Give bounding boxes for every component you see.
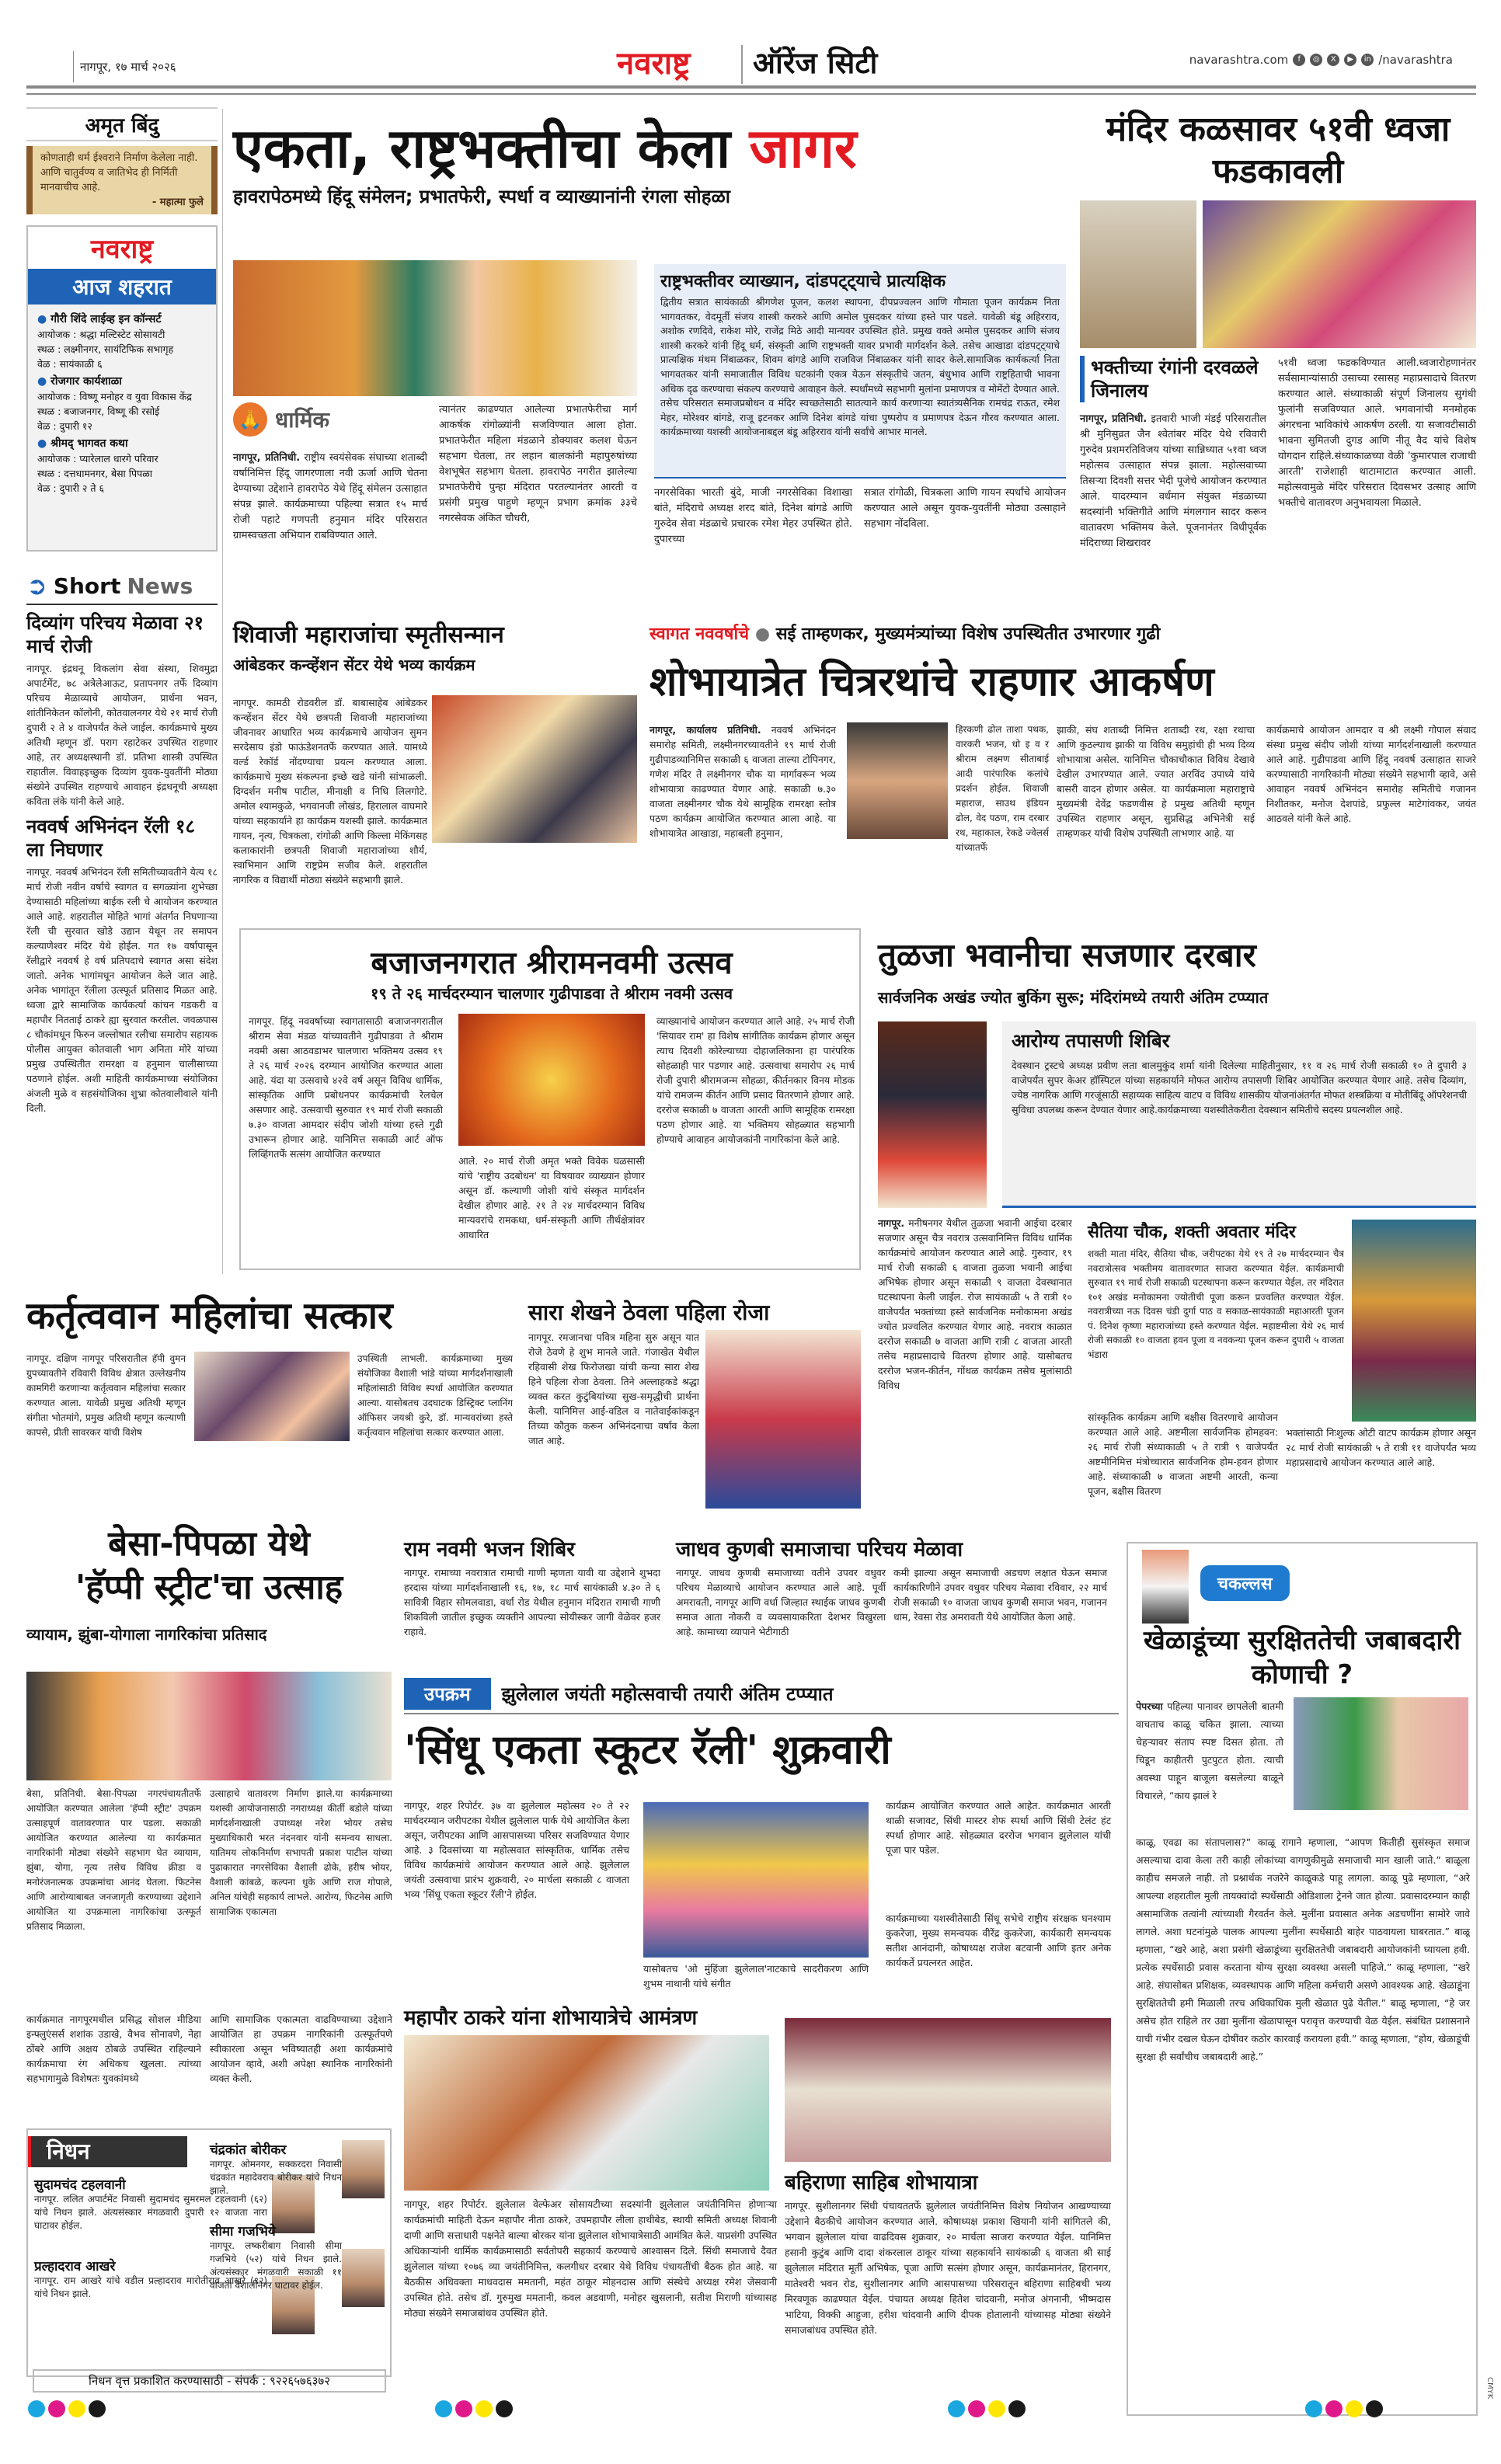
lead-inset-box xyxy=(654,264,1066,479)
aaj-title: आज शहरात xyxy=(28,269,216,305)
masthead-rule xyxy=(26,85,1476,89)
linkedin-icon[interactable]: in xyxy=(1361,54,1374,66)
upakram-tag: उपक्रम xyxy=(404,1678,491,1710)
obituary-portrait xyxy=(342,2140,385,2198)
lead-story xyxy=(233,117,1057,209)
cmyk-registration-mark xyxy=(1305,2400,1383,2417)
aaj-event xyxy=(37,374,207,433)
gudi-tag: स्वागत नववर्षाचे xyxy=(650,625,750,644)
gudi-body-col1 xyxy=(650,722,836,840)
gudi-kicker-row xyxy=(650,621,1481,645)
sara-shaikh-photo xyxy=(705,1330,861,1509)
amrut-title: अमृत बिंदु xyxy=(26,107,218,141)
amrut-bindu-box xyxy=(26,107,218,208)
event-name-text: गौरी शिंदे लाईव्ह इन कॉन्सर्ट xyxy=(50,313,162,325)
chakalas-intro xyxy=(1136,1697,1283,1804)
women-headline: कर्तृत्ववान महिलांचा सत्कार xyxy=(26,1294,393,1338)
tulja-subhead: सार्वजनिक अखंड ज्योत बुकिंग सुरू; मंदिरांमध्ये तयारी अंतिम टप्प्यात xyxy=(878,988,1269,1007)
amrut-quote: कोणताही धर्म ईश्वराने निर्माण केलेला नाही. आणि चातुर्वण्य व जातिभेद ही निर्मिती मानवाचीच आहे. xyxy=(40,152,198,193)
lead-body-col2: त्यानंतर काढण्यात आलेल्या प्रभातफेरीचा मार्ग आकर्षक रांगोळ्यांनी सजविण्यात आला होता. प्रभातफेरीत महिला मंडळाने डोक्यावर कलश घेऊन सहभाग घेतला, तर लहान बालकांनी महापुरुषांच्या वेशभूषेत सहभाग घेतला. हावरापेठ नगरीत झालेल्या प्रभातफेरीचे पुन्हा मंदिरात परतल्यानंतर आरती व प्रसंगी प्रमुख पाहुणे म्हणून प्रभाग क्रमांक ३३चे नगरसेवक अंकित चौधरी, xyxy=(439,404,637,524)
event-place: स्थळ : दत्तधामनगर, बेसा पिपळा xyxy=(37,468,152,479)
temple-subhead: भक्तीच्या रंगांनी दरवळले जिनालय xyxy=(1080,356,1266,402)
issue-date: नागपूर, १७ मार्च २०२६ xyxy=(73,51,176,82)
event-name xyxy=(37,312,207,327)
short-news-title-a: Short xyxy=(53,572,121,599)
chakalas-headline: खेळाडूंच्या सुरक्षिततेची जबाबदारी कोणाची ? xyxy=(1144,1625,1461,1690)
chakalas-body: काळू, एवढा का संतापलास?” काळू रागाने म्हणाला, “आपण कितीही सुसंस्कृत समाज असल्याचा दावा केला तरी काही लोकांच्या वागणुकीमुळे समाजाची मान खाली जाते.” बाळूला काहीच समजले नाही. तो प्रश्नार्थक नजरेने काळूकडे पाहू लागला. काळू पुढे म्हणाला, “अरे आपल्या शहरातील मुली तायक्वांदो स्पर्धेसाठी ओडिशाला ट्रेनने जात होत्या. प्रवासादरम्यान काही असामाजिक तत्वांनी त्यांच्याशी गैरवर्तन केले. मुलींना प्रवासात अनेक अडचणींना सामोरे जावे लागले. अशा घटनांमुळे पालक आपल्या मुलींना स्पर्धेसाठी बाहेर पाठवायला घाबरतात.” बाळू म्हणाला, “खरे आहे, अशा प्रसंगी खेळाडूंच्या सुरक्षिततेची जबाबदारी आयोजकांनी घ्यायला हवी. प्रत्येक स्पर्धेसाठी प्रवास करताना योग्य सुरक्षा व्यवस्था असली पाहिजे.” काळू म्हणाला, “खरे आहे. संघासोबत प्रशिक्षक, व्यवस्थापक आणि महिला कर्मचारी असणे आवश्यक आहे. खेळाडूंना सुरक्षिततेची हमी मिळाली तरच अधिकाधिक मुली खेळात पुढे येतील.” बाळू म्हणाला, “हे जर असेच होत राहिले तर उद्या मुलींना खेळापासून परावृत्त करण्याची वेळ येईल. संबंधित प्रशासनाने याची गंभीर दखल घेऊन दोषींवर कठोर कारवाई करायला हवी.” काळू म्हणाला, “होय, खेळाडूंची सुरक्षा ही सर्वांचीच जबाबदारी आहे.” xyxy=(1136,1836,1470,2062)
temple-body-col2: ५१वी ध्वजा फडकविण्यात आली.ध्वजारोहणानंतर सर्वसामान्यांसाठी उसाच्या रसासह महाप्रसादाचे वितरण करण्यात आले. संध्याकाळी संपूर्ण जिनालय सुगंधी फुलांनी सजविण्यात आले. भगवानांची मनमोहक अंगरचना भाविकांचे आकर्षण ठरली. या सजावटीसाठी भावना सुमितजी दुगड आणि नीतू वैद यांचे विशेष योगदान राहिले.संध्याकाळच्या वेळी 'कुमारपाल राजाची आरती' राजेशाही थाटामाटात करण्यात आली. महोत्सवामुळे मंदिर परिसरात दिवसभर उत्साह आणि भक्तीचे वातावरण अनुभवायला मिळाले. xyxy=(1278,357,1476,509)
bullet-icon: ● xyxy=(37,437,51,450)
obituary-contact: निधन वृत्त प्रकाशित करण्यासाठी - संपर्क : ९२२६५७६३७२ xyxy=(33,2369,386,2393)
bajaj-subhead: १९ ते २६ मार्चदरम्यान चालणार गुढीपाडवा ते श्रीराम नवमी उत्सव xyxy=(371,984,733,1003)
gudi-body-col2: हिरकणी ढोल ताशा पथक, वारकरी भजन, धो इ व र श्रीराम लक्ष्मण सीताबाई आदी पारंपारिक कलांचे प्रदर्शन होईल. शिवाजी महाराज, साउथ इंडियन ढोल, वेद पठण, राम दरबार रथ, महाकाल, रेकडे ज्वेलर्स यांच्यातर्फे xyxy=(956,724,1049,853)
sindhu-caption: यासोबतच 'ओ मुंहिंजा झुलेलाल'नाटकाचे सादरीकरण आणि शुभम नाथानी यांचे संगीत xyxy=(643,1963,869,1989)
event-organizer: आयोजक : विष्णू मनोहर व युवा विकास केंद्र xyxy=(37,391,192,402)
temple-dateline: नागपूर, प्रतिनिधी. xyxy=(1080,413,1148,425)
jhulelal-image xyxy=(643,1802,869,1958)
besa-headline-line2: 'हॅप्पी स्ट्रीट'चा उत्साह xyxy=(75,1568,343,1607)
event-time: वेळ : दुपारी १२ xyxy=(37,420,92,432)
sindhu-kicker: झुलेलाल जयंती महोत्सवाची तयारी अंतिम टप्प्यात xyxy=(501,1683,834,1705)
obituary-entry xyxy=(210,2222,342,2292)
tulja-headline: तुळजा भवानीचा सजणार दरबार xyxy=(878,936,1256,974)
besa-headline-line1: बेसा-पिपळा येथे xyxy=(108,1524,310,1564)
ramnavami-headline: राम नवमी भजन शिबिर xyxy=(404,1538,575,1561)
gudi-kicker: सई ताम्हणकर, मुख्यमंत्र्यांच्या विशेष उपस्थितीत उभारणार गुढी xyxy=(775,625,1161,644)
aaj-brand: नवराष्ट्र xyxy=(28,227,216,269)
instagram-icon[interactable]: ◎ xyxy=(1310,54,1322,66)
aaj-event xyxy=(37,437,207,496)
gudi-dateline: नागपूर, कार्यालय प्रतिनिधी. xyxy=(650,724,761,736)
obituary-text: नागपूर. ललित अपार्टमेंट निवासी सुदामचंद सुमरमल टहलवानी (६२) यांचे निधन झाले. अंत्यसंस्कार मंगळवारी दुपारी १२ वाजता नारा घाटावर होईल. xyxy=(34,2194,267,2231)
event-place: स्थळ : बजाजनगर, विष्णू की रसोई xyxy=(37,405,160,417)
mayor-photo xyxy=(404,2035,769,2191)
short-news-headline: दिव्यांग परिचय मेळावा २१ मार्च रोजी xyxy=(26,612,204,657)
jadhav-headline: जाधव कुणबी समाजाचा परिचय मेळावा xyxy=(676,1538,963,1561)
tulja-body1: मनीषनगर येथील तुळजा भवानी आईचा दरबार सजणार असून चैत्र नवरात्र उत्सवानिमित्त विविध धार्मिक कार्यक्रमांचे आयोजन करण्यात आले आहे. गुरुवार, १९ मार्च रोजी सकाळी ६ वाजता तुळजा भवानी आईचा अभिषेक होणार असून सकाळी ९ वाजता देवस्थानात घटस्थापना केली जाईल. रोज सायंकाळी ५ ते रात्री १० वाजेपर्यंत भक्तांच्या हस्ते सार्वजनिक मनोकामना अखंड ज्योत प्रज्वलित करण्यात येणार आहे. नवरात्र काळात दररोज सकाळी ७ वाजता आणि रात्री ८ वाजता आरती तसेच महाप्रसादाचे वितरण होणार आहे. यासोबतच दररोज भजन-कीर्तन, गोंधळ कार्यक्रम तसेच मुलांसाठी विविध xyxy=(878,1217,1072,1391)
dharmik-tag xyxy=(233,402,420,437)
masthead-rule xyxy=(26,93,1476,95)
bajaj-headline: बजाजनगरात श्रीरामनवमी उत्सव xyxy=(371,945,733,981)
bullet-icon: ● xyxy=(37,313,51,325)
tulja-dateline: नागपूर. xyxy=(878,1217,905,1229)
sai-tamhankar-photo xyxy=(847,722,948,839)
short-news xyxy=(26,571,218,1115)
event-time: वेळ : सायंकाळी ६ xyxy=(37,358,103,370)
tulja-idol-photo xyxy=(878,1021,987,1208)
behrana-body: नागपूर. सुशीलानगर सिंधी पंचायततर्फे झुलेलाल जयंतीनिमित्त विशेष नियोजन आखण्याच्या उद्देशाने बैठकीचे आयोजन करण्यात आले. कोषाध्यक्ष प्रकाश खियानी यांनी सांगितले की, भगवान झुलेलाल यांचा वाढदिवस शुक्रवार, २० मार्चला साजरा करण्यात येईल. यानिमित्त हसानी कुटुंब आणि दादा शंकरलाल ठाकूर यांच्या सहकार्याने सायंकाळी ६ वाजता श्री साई झुलेलाल मंदिरात मूर्ती अभिषेक, पूजा आणि सत्संग होणार असून, कार्यक्रमानंतर, हिरानगर, मातेश्वरी भवन रोड, सुशीलानगर आणि आसपासच्या परिसरातून बहिराणा साहिबची भव्य मिरवणूक काढण्यात येईल. पंचायत अध्यक्ष हितेश चांदवानी, मनोज अंगनानी, भीष्मदास भाटिया, विक्की आहुजा, हरीश चांदवानी आणि दीपक होतालानी यांच्यासह मोठ्या संख्येने समाजबांधव उपस्थित होते. xyxy=(785,2200,1111,2336)
bajaj-body-col3: व्याख्यानांचे आयोजन करण्यात आले आहे. २५ मार्च रोजी 'सियावर राम' हा विशेष सांगीतिक कार्यक्रम होणार असून त्याच दिवशी कोरेल्याच्या दोहाजलिकाना हा पारंपरिक सोहळाही पार पडणार आहे. उत्सवाचा समारोप २६ मार्च रोजी दुपारी श्रीरामजन्म सोहळा, कीर्तनकार विनय मोडक यांचे रामजन्म कीर्तन आणि प्रसाद वितरणाने होणार आहे. दररोज सकाळी ७ वाजता आरती आणि सामूहिक रामरक्षा पठण होणार आहे. या भक्तिमय सोहळ्यात सहभागी होण्याचे आवाहन आयोजकांनी नागरिकांना केले आहे. xyxy=(656,1015,855,1145)
obituary-entry xyxy=(210,2140,342,2198)
masthead-divider xyxy=(741,45,743,84)
wrestler-illustration xyxy=(1142,1550,1189,1624)
cmyk-registration-mark xyxy=(435,2400,513,2417)
women-body-col2: उपस्थिती लाभली. कार्यक्रमाच्या मुख्य संयोजिका वैशाली भांडे यांच्या मार्गदर्शनाखाली महिलांसाठी विविध स्पर्धा आयोजित करण्यात आल्या. यासोबतच उदघाटक डिस्ट्रिक्ट प्लानिंग ऑफिसर जयश्री कुरे, डॉ. मान्यवरांच्या हस्ते कर्तृत्ववान महिलांचा सत्कार करण्यात आला. xyxy=(357,1353,513,1438)
roza-headline: सारा शेखने ठेवला पहिला रोजा xyxy=(528,1300,770,1325)
bajaj-body-col1: नागपूर. हिंदू नववर्षाच्या स्वागतासाठी बजाजनगरातील श्रीराम सेवा मंडळ यांच्यावतीने गुढीपाडवा ते श्रीराम नवमी असा आठवडाभर चालणारा भक्तिमय उत्सव १९ ते २६ मार्च २०२६ दरम्यान आयोजित करण्यात आला आहे. यंदा या उत्सवाचे ४२वे वर्ष असून विविध धार्मिक, सांस्कृतिक आणि प्रबोधनपर कार्यक्रमांची रेलचेल असणार आहे. उत्सवाची सुरुवात १९ मार्च रोजी सकाळी ७.३० वाजता आमदार संदीप जोशी यांच्या हस्ते गुढी उभारून होणार आहे. यानिमित्त सकाळी आर्ट ऑफ लिव्हिंगतर्फे सत्संग आयोजित करण्यात xyxy=(249,1015,443,1160)
sindhu-body-col1: नागपूर, शहर रिपोर्टर. ३७ वा झुलेलाल महोत्सव २० ते २२ मार्चदरम्यान जरीपटका येथील झुलेलाल पार्क येथे आयोजित केला असून, जरीपटका आणि आसपासच्या परिसर सजविण्यात येणार आहे. ३ दिवसांच्या या महोत्सवात सांस्कृतिक, धार्मिक तसेच विविध कार्यक्रमांचे आयोजन करण्यात आले आहे. झुलेलाल जयंती उत्सवाचा प्रारंभ शुक्रवारी, २० मार्चला सकाळी ८ वाजता भव्य 'सिंधू एकता स्कूटर रॅली'ने होईल. xyxy=(404,1800,629,1900)
besa-subhead: व्यायाम, झुंबा-योगाला नागरिकांचा प्रतिसाद xyxy=(26,1625,267,1644)
jadhav-body-col2: कमी झाल्या असून समाजाची अडचण लक्षात घेऊन समाज कार्यकारिणीने उपवर वधुवर परिचय मेळावा रविवार, २२ मार्च रोजी सकाळी १० वाजता जाधव कुणबी समाज भवन, गजानन धाम, रेवसा रोड अमरावती येथे आयोजित केला आहे. xyxy=(893,1567,1107,1623)
roza-body: नागपूर. रमजानचा पवित्र महिना सुरु असून यात रोजे ठेवणे हे शुभ मानले जाते. गंजाखेत येथील रहिवासी शेख फिरोजखा यांची कन्या सारा शेख हिने पहिला रोजा ठेवला. तिने अल्लाहकडे श्रद्धा व्यक्त करत कुटुंबियांच्या सुख-समृद्धीची प्रार्थना केली. यानिमित्त आई-वडिल व नातेवाईकांकडून तिच्या कौतुक करून अभिनंदनाचा वर्षाव केला जात आहे. xyxy=(528,1331,699,1446)
short-news-header xyxy=(26,571,218,605)
behrana-headline: बहिराणा साहिब शोभायात्रा xyxy=(785,2171,978,2194)
event-name-text: श्रीमद् भागवत कथा xyxy=(50,437,128,450)
cmyk-side-mark: CMYK xyxy=(1485,2377,1494,2400)
bajaj-body-col2: आले. २० मार्च रोजी अमृत भक्ते विवेक घळसासी यांचे 'राष्ट्रीय उदबोधन' या विषयावर व्याख्यान होणार असून डॉ. कल्याणी जोशी यांचे संस्कृत मार्गदर्शन देखील होणार आहे. २१ ते २४ मार्चदरम्यान विविध मान्यवरांचे रामकथा, धर्म-संस्कृती आणि तीर्थक्षेत्रांवर आधारित xyxy=(458,1155,645,1241)
bullet-icon: ● xyxy=(37,375,51,388)
lead-headline xyxy=(233,117,1057,180)
aaj-shahrat-box xyxy=(26,225,218,552)
temple-photo-1 xyxy=(1080,200,1196,348)
inset-title: राष्ट्रभक्तीवर व्याख्यान, दांडपट्ट्याचे प्रात्यक्षिक xyxy=(660,272,946,291)
aaj-event-list xyxy=(28,305,216,506)
shivaji-subhead: आंबेडकर कन्व्हेंशन सेंटर येथे भव्य कार्यक्रम xyxy=(233,656,475,674)
sindhu-kicker-row xyxy=(404,1678,1119,1714)
besa-body-col4: आणि सामाजिक एकात्मता वाढविण्याच्या उद्देशाने आयोजित हा उपक्रम नागरिकांनी उत्स्फूर्तपणे स्वीकारला असून भविष्यातही अशा कार्यक्रमांचे आयोजन व्हावे, अशी अपेक्षा स्थानिक नागरिकांनी व्यक्त केली. xyxy=(210,2013,392,2084)
temple-headline: मंदिर कळसावर ५१वी ध्वजा फडकावली xyxy=(1106,110,1451,191)
youtube-icon[interactable]: ▶ xyxy=(1344,54,1356,66)
lead-body1: राष्ट्रीय स्वयंसेवक संघाच्या शताब्दी वर्षानिमित्त हिंदू जागरणाला नवी ऊर्जा आणि चेतना देण्याच्या उद्देशाने हावरापेठ येथे हिंदू संमेलन उत्साहात संपन्न झाले. कार्यक्रमाच्या पहिल्या सत्रात १५ मार्च रोजी पहाटे गणपती हनुमान मंदिर परिसरात ग्रामस्वच्छता अभियान राबविण्यात आले. xyxy=(233,452,428,541)
short-news-body: नागपूर. नववर्ष अभिनंदन रॅली समितीच्यावतीने येत्य १८ मार्च रोजी नवीन वर्षाचे स्वागत व सगळ्यांना शुभेच्छा देण्यासाठी महिलांच्या बाईक रली चे आयोजन करण्यात आले आहे. शहरातील मोहिते भागां अंतर्गत निघणाऱ्या रॅली ची सुरवात खोडे उद्यान येथून तर समापन कल्याणेश्वर मंदिर येथे होईल. गत १७ वर्षापासून रॅलीद्वारे नववर्ष हे वर्ष प्रतिपदाचे स्वागत असा संदेश जातो. अनेक भागांमधून आयोजन केले जात आहे. अनेक भागांतून रॅलीला उत्स्फूर्त प्रतिसाद मिळत आहे. ध्वजा द्वारे सामाजिक कार्यकर्त्या कांचन गडकरी व महापौर नितताई ठाकरे ह्या सुरवात करतील. जवळपास ८ चौकांमधून फिरुन जल्लोषात रलीचा समारोप सहायक पोलीस आयुक्त कोतवाली भाग अनिता मोरे यांच्या प्रमुख उपस्थितीत रामरक्षा व हनुमान चालीसाच्या पठणाने होईल. अशी माहिती कार्यक्रमाच्या संयोजिका अंजली मुळे व सहसंयोजिका शुभ्रा कोतवालीवाले यांनी दिली. xyxy=(26,866,218,1114)
event-time: वेळ : दुपारी २ ते ६ xyxy=(37,482,104,494)
obituary-text: नागपूर. राम आखरे यांचे वडील प्रल्हादराव मारोतीराव आखरे (९२) यांचे निधन झाले. xyxy=(34,2275,267,2299)
brand-logo: नवराष्ट्र xyxy=(617,45,691,82)
aaj-event xyxy=(37,312,207,371)
goddess-photo xyxy=(1352,1220,1476,1422)
short-news-title-b: News xyxy=(127,572,193,599)
short-news-list xyxy=(26,611,218,1115)
besa-body-col3: कार्यक्रमात नागपूरमधील प्रसिद्ध सोशल मीडिया इन्फ्लुएंसर्स शशांक उडाखे, वैभव सोनावणे, नेहा ठोंबरे आणि अक्षय ठोबळे उपस्थित राहिल्याने कार्यक्रमाचा रंग अधिकच खुलला. त्यांच्या सहभागामुळे विशेषतः युवकांमध्ये xyxy=(26,2013,201,2084)
lead-body-col4: सत्रात रांगोळी, चित्रकला आणि गायन स्पर्धांचे आयोजन करण्यात आले असून युवक-युवतींनी मोठ्या उत्साहाने सहभाग नोंदविला. xyxy=(864,487,1066,530)
obituary-name: सीमा गजभिये xyxy=(210,2224,276,2240)
sindhu-body-col3: कार्यक्रमाच्या यशस्वीतेसाठी सिंधू सभेचे राष्ट्रीय संरक्षक घनश्याम कुकरेजा, मुख्य समन्वयक वीरेंद्र कुकरेजा, कार्यकारी समन्वयक सतीश आनंदानी, कोषाध्यक्ष राजेश बटवानी आणि इतर अनेक कार्यकर्ते प्रयत्नरत आहेत. xyxy=(886,1912,1111,1968)
lead-body-col1 xyxy=(233,451,427,544)
tulja-body-col1 xyxy=(878,1216,1072,1464)
mayor-body: नागपूर, शहर रिपोर्टर. झुलेलाल वेल्फेअर सोसायटीच्या सदस्यांनी झुलेलाल जयंतीनिमित्त होणाऱ्या कार्यक्रमांची माहिती देऊन महापौर नीता ठाकरे, उपमहापौर लीला हाथीबेड, स्थायी समिती अध्यक्ष शिवानी दाणी आणि सत्ताधारी पक्षनेते बाल्या बोरकर यांना झुलेलाल शोभायात्रेसाठी आमंत्रित केले. याप्रसंगी उपस्थित अधिकाऱ्यांनी धार्मिक कार्यक्रमासाठी सर्वतोपरी सहकार्य करण्याचे आश्वासन दिले. सिंधी समाजाचे दैवत झुलेलाल यांच्या १०७६ व्या जयंतीनिमित्त, कलगीधर दरबार येथे विविध पंचायतींची बैठक होत आहे. या बैठकीस अधिवक्ता माधवदास ममतानी, महंत ठाकूर मोहनदास आणि संस्थेचे अध्यक्ष रमेश जेसवानी उपस्थित होते. तसेच डॉ. गुरुमुख ममतानी, कवल अडवाणी, मनोहर खुसलानी, सतीश मिराणी यांच्यासह मोठ्या संख्येने समाजबांधव उपस्थित होते. xyxy=(404,2198,777,2319)
website-url[interactable]: navarashtra.com xyxy=(1189,53,1289,67)
temple-body1: इतवारी भाजी मंडई परिसरातील श्री मुनिसुव्रत जैन श्वेतांबर मंदिर येथे रविवारी गुरुदेव प्रशमरतिविजय यांच्या सान्निध्यात ५१वा ध्वज महोत्सव उत्साहात संपन्न झाला. महोत्सवाच्या तिसऱ्या दिवशी सत्तर भेदी पूजेचे आयोजन करण्यात आले. यादरम्यान वर्धमान संयुक्त मंडळाच्या सदस्यांनी भक्तिगीते आणि मंगलगान सादर करून वातावरण भक्तिमय केले. पूजनानंतर विधीपूर्वक मंदिराच्या शिखरावर xyxy=(1080,413,1266,549)
gudi-body-col4: कार्यक्रमाचे आयोजन आमदार व श्री लक्ष्मी गोपाल संवाद संस्था प्रमुख संदीप जोशी यांच्या मार्गदर्शनाखाली करण्यात आले आहे. गुढीपाडवा आणि हिंदू नववर्ष उत्साहात साजरे करण्यासाठी नागरिकांनी मोठ्या संख्येने सहभागी व्हावे, असे आवाहन नववर्ष अभिनंदन समारोह समितीचे गजानन निशीतकर, मनोज देशपांडे, प्रफुल्ल माटेगांवकर, जयंत आठवले यांनी केले आहे. xyxy=(1266,724,1476,824)
gudi-body-col3: झाकी, संघ शताब्दी निमित्त शताब्दी रथ, रक्षा रथाचा आणि कुठल्याच झाकी या विविध समुहांची ही भव्य दिव्य शोभायात्रा असेल. यानिमित्त चौकाचौकात विविध देखावे देखील उभारण्यात आले. ज्यात अरविंद उपाध्ये यांचे बासरी वादन होणार असेल. या कार्यक्रमाला महाराष्ट्राचे मुख्यमंत्री देवेंद्र फडणवीस हे प्रमुख अतिथी म्हणून उपस्थित राहणार असून, सुप्रसिद्ध अभिनेत्री सई ताम्हणकर यांची विशेष उपस्थिती लाभणार आहे. या xyxy=(1057,724,1255,839)
event-name xyxy=(37,374,207,389)
ramnavami-body: नागपूर. रामाच्या नवरात्रात रामाची गाणी म्हणता यावी या उद्देशाने शुभदा हरदास यांच्या मार्गदर्शनाखाली १६, १७, १८ मार्च सायंकाळी ४.३० ते ६ सावित्री विहार सोमलवाडा, वर्धा रोड येथील हनुमान मंदिरात रामाची गाणी शिकविली जातील इच्छुक व्यक्तीने आपल्या सोयीस्कर जागी वेळेवर हजर राहावे. xyxy=(404,1567,660,1637)
shivaji-headline: शिवाजी महाराजांचा स्मृतीसन्मान xyxy=(233,621,504,649)
cmyk-registration-mark xyxy=(28,2400,106,2417)
obituary-text: नागपूर. ओमनगर, सक्करदरा निवासी चंद्रकांत महादेवराव बोरीकर यांचे निधन झाले. xyxy=(210,2159,342,2196)
shrine-body-2: भक्तांसाठी निःशुल्क ओटी वाटप कार्यक्रम होणार असून २८ मार्च रोजी सायंकाळी ५ ते रात्री ११ वाजेपर्यंत भव्य महाप्रसादाचे आयोजन करण्यात आले आहे. xyxy=(1286,1427,1476,1468)
column-divider xyxy=(222,109,223,1274)
shivaji-story xyxy=(233,618,637,675)
lead-headline-accent: जागर xyxy=(749,117,857,180)
shrine-body: शक्ती माता मंदिर, सैतिया चौक, जरीपटका येथे १९ ते २७ मार्चदरम्यान चैत्र नवरात्रोत्सव भक्तीमय वातावरणात साजरा करण्यात येईल. कार्यक्रमाची सुरुवात १९ मार्च रोजी सकाळी घटस्थापना करून करण्यात येईल. तर मंदिरात १०१ अखंड मनोकामना ज्योतीची पूजा करून प्रज्वलित करण्यात येईल. नवरात्रीच्या नऊ दिवस चंडी दुर्गा पाठ व सकाळ-सायंकाळी महाआरती पूजन पं. दिनेश कृष्णा महाराजांच्या हस्ते करण्यात येईल. महाष्टमीला येथे २६ मार्च रोजी सकाळी १० वाजता हवन पूजा व नवकन्या पूजन करून दुपारी ५ वाजता भंडारा xyxy=(1088,1248,1344,1360)
jadhav-body-col1: नागपूर. जाधव कुणबी समाजाच्या वतीने उपवर वधुवर परिचय मेळाव्याचे आयोजन करण्यात आले आहे. पूर्वी अमरावती, नागपूर आणि वर्धा जिल्हात स्थाईक जाधव कुणबी समाज आता नोकरी व व्यवसायाकरिता देशभर विखुरला आहे. कामाच्या व्यापाने भेटीगाठी xyxy=(676,1567,886,1637)
dharmik-label: धार्मिक xyxy=(275,407,329,433)
obituary-name: प्रल्हादराव आखरे xyxy=(34,2259,116,2274)
edition-name: ऑरेंज सिटी xyxy=(753,46,878,80)
obituary-portrait xyxy=(342,2249,385,2307)
besa-photo xyxy=(26,1672,392,1780)
chakalas-lead-word: पेपरच्या xyxy=(1136,1700,1163,1712)
social-handle[interactable]: /navarashtra xyxy=(1378,53,1453,67)
sindhu-headline: 'सिंधू एकता स्कूटर रॅली' शुक्रवारी xyxy=(404,1727,891,1773)
short-news-headline: नववर्ष अभिनंदन रॅली १८ ला निघणार xyxy=(26,816,196,861)
event-organizer: आयोजक : प्यारेलाल धारगे परिवार xyxy=(37,453,158,465)
obituary-text: नागपूर. लष्करीबाग निवासी सीमा गजभिये (५२) यांचे निधन झाले. अंत्यसंस्कार मंगळवारी सकाळी ११ वाजता वैशालीनगर घाटावर होईल. xyxy=(210,2240,342,2291)
health-camp-title: आरोग्य तपासणी शिबिर xyxy=(1012,1030,1170,1052)
shivaji-body: नागपूर. कामठी रोडवरील डॉ. बाबासाहेब आंबेडकर कन्व्हेंशन सेंटर येथे छत्रपती शिवाजी महाराजांच्या जीवनावर आधारित भव्य कार्यक्रमाचे आयोजन सुमन सरदेसाय इंडो फाऊंडेशनतर्फे करण्यात आले. यामध्ये वर्ल्ड रेकॉर्ड नोंदण्याचा प्रयत्न करण्यात आला. कार्यक्रमाचे मुख्य संकल्पना इच्छे खडे यांनी सांभाळली. दिग्दर्शन मनीष पाटील, मीनाक्षी व निधि लिलगोटे. अमोल श्यामकुळे, भगवानजी लोखंड, हिरालाल वाघमारे यांच्या सहकार्याने हा कार्यक्रम यशस्वी झाले. कार्यक्रमात गायन, नृत्य, चित्रकला, रांगोळी आणि किल्ला मेकिंगसह कलाकारांनी छत्रपती शिवाजी महाराजांच्या शौर्य, स्वाभिमान आणि राष्ट्रप्रेम सजीव केले. शहरातील नागरिक व विद्यार्थी मोठ्या संख्येने सहभागी झाले. xyxy=(233,697,427,886)
sindhu-body-col2: कार्यक्रम आयोजित करण्यात आले आहेत. कार्यक्रमात आरती थाळी सजावट, सिंधी मास्टर शेफ स्पर्धा आणि सिंधी टेलंट हंट स्पर्धा होणार आहे. सोहळ्यात दररोज भगवान झुलेलाल यांची पूजा पार पडेल. xyxy=(886,1800,1111,1856)
amrut-author: - महात्मा फुले xyxy=(151,197,204,208)
behrana-photo xyxy=(785,2018,1111,2162)
amrut-scroll xyxy=(26,146,218,214)
event-name xyxy=(37,437,207,451)
event-name-text: रोजगार कार्यशाळा xyxy=(50,375,122,388)
bullet-icon: ● xyxy=(754,625,771,644)
temple-photo-2 xyxy=(1203,200,1476,348)
lead-body-col3: नगरसेविका भारती बुंदे, माजी नगरसेविका विशाखा बांते, मंदिराचे अध्यक्ष शरद बांते, दिनेश बांगडे आणि गुरुदेव सेवा मंडळाचे प्रचारक रमेश मेहर उपस्थित होते. दुपारच्या xyxy=(654,487,852,545)
x-icon[interactable]: X xyxy=(1327,54,1339,66)
short-news-body: नागपूर. इंद्रधनू विकलांग सेवा संस्था, शिवमुद्रा अपार्टमेंट, ७८ अत्रेलेआऊट, प्रतापनगर तर्फे दिव्यांग परिचय मेळाव्याचे आयोजन, प्रार्थना भवन, शांतीनिकेतन कॉलोनी, कोतवालनगर येथे २१ मार्च रोजी दुपारी २ ते ४ वाजेपर्यंत केले जाईल. कार्यक्रमाचे मुख्य अतिथी म्हणून डॉ. पराग रहाटेकर उपस्थित राहणार आहे, तर अध्यक्षस्थानी डॉ. प्रतिभा शास्त्री उपस्थित राहातील. विवाहइच्छुक दिव्यांग युवक-युवतींनी मोठ्या संख्येने उपस्थित राहण्याचे आवाहन इंद्रधनूची अध्यक्षा कविता लंके यांनी केले आहे. xyxy=(26,663,218,807)
shrine-title: सैतिया चौक, शक्ती अवतार मंदिर xyxy=(1088,1223,1296,1242)
obituary-title: निधन xyxy=(28,2136,187,2167)
obituary-name: चंद्रकांत बोरीकर xyxy=(210,2142,287,2158)
praying-hands-icon: 🙏 xyxy=(233,402,267,437)
event-organizer: आयोजक : श्रद्धा मल्टिस्टेट सोसायटी xyxy=(37,329,165,340)
website-block xyxy=(1189,53,1453,67)
cmyk-registration-mark xyxy=(948,2400,1026,2417)
arrow-right-icon: ➲ xyxy=(26,571,47,600)
women-body-col1: नागपूर. दक्षिण नागपूर परिसरातील हॅपी वुमन ग्रुपच्यावतीने रविवारी विविध क्षेत्रात उल्लेखनीय कामगिरी करणाऱ्या कर्तृत्ववान महिलांचा सत्कार करण्यात आला. यावेळी प्रमुख अतिथी म्हणून संगीता भोतमांगे, प्रमुख अतिथी म्हणून कल्याणी कापसे, प्रीती सावरकर यांची विशेष xyxy=(26,1353,186,1438)
event-place: स्थळ : लक्ष्मीनगर, सायंटिफिक सभागृह xyxy=(37,343,174,355)
besa-body-col1: बेसा, प्रतिनिधी. बेसा-पिपळा नगरपंचायतीतर्फे आयोजित करण्यात आलेला 'हॅप्पी स्ट्रीट' उपक्रम उत्साहपूर्ण वातावरणात पार पडला. सकाळी आयोजित करण्यात आलेल्या या कार्यक्रमात नागरिकांनी मोठ्या संख्येने सहभाग घेत व्यायाम, झुंबा, योगा, नृत्य तसेच विविध क्रीडा व मनोरंजनात्मक उपक्रमांचा आनंद घेतला. फिटनेस आणि आरोग्याबाबत जनजागृती करण्याच्या उद्देशाने आयोजित या उपक्रमाला नागरिकांचा उत्स्फूर्त प्रतिसाद मिळाला. xyxy=(26,1788,201,1932)
women-photo xyxy=(194,1352,350,1441)
chakalas-body1: पहिल्या पानावर छापलेली बातमी वाचताच काळू चकित झाला. त्याच्या चेहऱ्यावर संताप स्पष्ट दिसत होता. तो चिडून काहीतरी पुटपुटत होता. त्याची अवस्था पाहून बाजूला बसलेल्या बाळूने विचारले, “काय झालं रे xyxy=(1136,1700,1283,1801)
mayor-headline: महापौर ठाकरे यांना शोभायात्रेचे आमंत्रण xyxy=(404,2006,698,2030)
chakalas-tag: चकल्लस xyxy=(1200,1565,1290,1601)
temple-body-col1 xyxy=(1080,412,1266,552)
besa-body-col2: उत्साहाचे वातावरण निर्माण झाले.या कार्यक्रमाच्या यशस्वी आयोजनासाठी नगराध्यक्ष कीर्ती बडोले यांच्या मार्गदर्शनाखाली उपाध्यक्ष नरेश भोयर तसेच मुख्याधिकारी भरत नंदनवार यांनी समन्वय साधला. यातिमय लोकनिर्माण सभापती प्रकाश पाटील यांच्या पुढाकारात नगरसेविका वैशाली ढोके, हरीष भोयर, वैशाली कांबळे, कल्पना धुके आणि राज गोपाले, अनिल यांचेही सहकार्य लाभले. आरोग्य, फिटनेस आणि सामाजिक एकात्मता xyxy=(210,1788,392,1917)
ram-darbar-image xyxy=(458,1014,645,1146)
gudi-body1: नववर्ष अभिनंदन समारोह समिती, लक्ष्मीनगरच्यावतीने १९ मार्च रोजी गुढीपाडव्यानिमित्त सकाळी ६ वाजता ताल्या टोपिनगर, गणेश मंदिर ते लक्ष्मीनगर चौक या मार्गावरून भव्य शोभायात्रा काढण्यात येणार आहे. सकाळी ७.३० वाजता लक्ष्मीनगर चौक येथे सामूहिक रामरक्षा स्तोत्र पठण कार्यक्रम आयोजित करण्यात आला आहे. या शोभायात्रेत आखाडा, महाबली हनुमान, xyxy=(650,724,836,839)
lead-subhead: हावरापेठमध्ये हिंदू संमेलन; प्रभातफेरी, स्पर्धा व व्याख्यानांनी रंगला सोहळा xyxy=(233,186,730,207)
obituary-name: सुदामचंद टहलवानी xyxy=(34,2177,126,2193)
tulja-body-col2: सांस्कृतिक कार्यक्रम आणि बक्षीस वितरणाचे आयोजन करण्यात आले आहे. अष्टमीला सार्वजनिक होमहवन: २६ मार्च रोजी संध्याकाळी ५ ते रात्री ९ वाजेपर्यंत अष्टमीनिमित्त मंत्रोच्चारात सार्वजनिक होम-हवन होणार आहे. संध्याकाळी ७ वाजता अष्टमी आरती, कन्या पूजन, बक्षीस वितरण xyxy=(1088,1411,1278,1497)
health-camp-box xyxy=(1002,1021,1476,1208)
gudi-headline: शोभायात्रेत चित्ररथांचे राहणार आकर्षण xyxy=(650,659,1214,705)
lead-photo xyxy=(233,260,637,396)
health-camp-body: देवस्थान ट्रस्टचे अध्यक्ष प्रवीण लता बालमुकुंद शर्मा यांनी दिलेल्या माहितीनुसार, ११ व २६ मार्च रोजी सकाळी १० ते दुपारी ३ वाजेपर्यंत सुपर केअर हॉस्पिटल यांच्या सहकार्याने मोफत आरोग्य तपासणी शिबिर आयोजित करण्यात येणार आहे. तसेच दिव्यांग, ज्येष्ठ नागरिक आणि गरजूंसाठी सहाय्यक साहित्य वाटप व विविध शासकीय योजनांअंतर्गत मोफत शस्त्रक्रिया व मोतीबिंदू ऑपरेशनची सुविधा उपलब्ध करून देण्यात येणार आहे.कार्यक्रमाच्या यशस्वीतेकरीता देवस्थान समितीचे सदस्य प्रयत्नशील आहे. xyxy=(1012,1060,1467,1115)
shivaji-photo xyxy=(432,695,637,843)
cartoon-illustration xyxy=(1294,1697,1468,1810)
lead-headline-main: एकता, राष्ट्रभक्तीचा केला xyxy=(233,117,731,180)
besa-headline xyxy=(26,1523,392,1610)
inset-body: द्वितीय सत्रात सायंकाळी श्रीगणेश पूजन, कलश स्थापना, दीपप्रज्वलन आणि गौमाता पूजन कार्यक्रम निता भागवतकर, वेदमूर्ती संजय शास्त्री करकरे आणि अमोल पुसदकर यांच्या हस्ते पार पडले. यावेळी बंडू अहिरराव, अशोक रणदिवे, राकेश मोरे, राजेंद्र मिठे आदी मान्यवर उपस्थित होते. प्रमुख वक्ते अमोल पुसदकर आणि संजय शास्त्री करकरे यांनी हिंदू धर्म, संस्कृती आणि राष्ट्रभक्ती यावर प्रभावी मार्गदर्शन केले. तसेच आखाडा दांडपट्ट्याचे प्रात्यक्षिक मंथम निंबाळकर, शिवम बांगडे आणि राजविज निंबाळकर यांनी सादर केले.सामाजिक कार्यकर्त्या निता भागवतकर यांनी समाजातील विविध घटकांनी एकत्र येऊन संस्कृतीचे जतन, बंधुभाव आणि राष्ट्रहिताची भावना अधिक दृढ करण्याचा संकल्प करण्याचे आवाहन केले. स्पर्धांमध्ये सहभागी मुलांना प्रमाणपत्र व मोमेंटो देण्यात आले. तसेच परिसरात समाजप्रबोधन व मंदिर स्वच्छतेसाठी सातत्याने कार्य करणाऱ्या स्वातंत्र्यसैनिक रामचंद्र राऊत, रमेश मेहर, मोरेश्वर बांगडे, राजू इटनकर आणि दिनेश बांगडे यांचा पुष्परोप व प्रमाणपत्र देऊन गौरव करण्यात आला. कार्यक्रमाच्या यशस्वी आयोजनाबद्दल बंडू अहिरराव यांनी सर्वांचे आभार मानले. xyxy=(660,296,1060,438)
facebook-icon[interactable]: f xyxy=(1293,54,1305,66)
lead-dateline: नागपूर, प्रतिनिधी. xyxy=(233,452,301,464)
